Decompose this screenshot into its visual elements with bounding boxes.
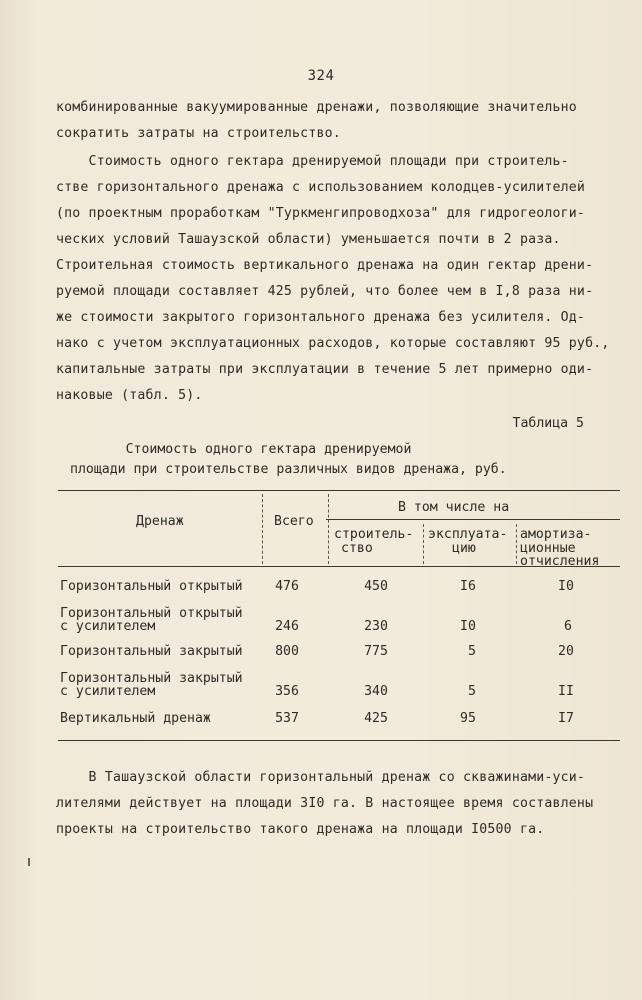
row-4-name-line-1: Горизонтальный закрытый <box>60 671 243 686</box>
table-title-line-2: площади при строительстве различных видов дренажа, руб. <box>70 462 507 477</box>
paragraph-1-line-1: комбинированные вакуумированные дренажи, позволяющие значительно <box>56 100 577 115</box>
paragraph-2-line-7: же стоимости закрытого горизонтального дренажа без усилителя. Од- <box>56 310 586 325</box>
row-4-name-line-2: с усилителем <box>60 684 156 699</box>
paragraph-3-line-2: лителями действует на площади 3I0 га. В настоящее время составлены <box>56 796 594 811</box>
row-1-name: Горизонтальный открытый <box>60 579 243 594</box>
paragraph-2-line-10: наковые (табл. 5). <box>56 388 203 403</box>
header-including: В том числе на <box>398 500 510 515</box>
header-construction-line-2: ство <box>341 541 373 556</box>
column-separator-total <box>262 494 263 564</box>
column-separator-amortization <box>516 524 517 564</box>
row-3-operation: 5 <box>468 644 476 659</box>
row-1-operation: I6 <box>460 579 476 594</box>
row-1-total: 476 <box>275 579 299 594</box>
row-4-amortization: II <box>558 684 574 699</box>
paragraph-3-line-3: проекты на строительство такого дренажа на площади I0500 га. <box>56 822 545 837</box>
paragraph-2-line-4: ческих условий Ташаузской области) уменьшается почти в 2 раза. <box>56 232 561 247</box>
paragraph-2-line-1: Стоимость одного гектара дренируемой площади при строитель- <box>56 154 569 169</box>
column-separator-operation <box>423 524 424 564</box>
header-drainage: Дренаж <box>136 514 184 529</box>
table-top-rule <box>58 490 620 491</box>
row-2-construction: 230 <box>364 619 388 634</box>
row-5-name: Вертикальный дренаж <box>60 711 211 726</box>
header-total: Всего <box>274 514 314 529</box>
row-4-construction: 340 <box>364 684 388 699</box>
paragraph-3-line-1: В Ташаузской области горизонтальный дренаж со скважинами-уси- <box>56 770 586 785</box>
paragraph-2-line-6: руемой площади составляет 425 рублей, что более чем в I,8 раза ни- <box>56 284 594 299</box>
header-amortization-line-3: отчисления <box>520 554 600 569</box>
row-5-construction: 425 <box>364 711 388 726</box>
row-3-amortization: 20 <box>558 644 574 659</box>
column-separator-including <box>328 494 329 564</box>
row-2-amortization: 6 <box>564 619 572 634</box>
row-3-construction: 775 <box>364 644 388 659</box>
row-4-total: 356 <box>275 684 299 699</box>
row-5-amortization: I7 <box>558 711 574 726</box>
table-subheader-rule <box>326 519 620 520</box>
header-operation-line-2: цию <box>452 541 476 556</box>
paragraph-1-line-2: сократить затраты на строительство. <box>56 126 341 141</box>
row-4-operation: 5 <box>468 684 476 699</box>
row-2-total: 246 <box>275 619 299 634</box>
header-operation-line-1: эксплуата- <box>428 527 508 542</box>
row-5-total: 537 <box>275 711 299 726</box>
margin-mark <box>28 858 30 866</box>
paragraph-2-line-8: нако с учетом эксплуатационных расходов, которые составляют 95 руб., <box>56 336 610 351</box>
row-3-name: Горизонтальный закрытый <box>60 644 243 659</box>
table-bottom-rule <box>58 740 620 741</box>
row-2-operation: I0 <box>460 619 476 634</box>
row-1-amortization: I0 <box>558 579 574 594</box>
row-5-operation: 95 <box>460 711 476 726</box>
row-2-name-line-2: с усилителем <box>60 619 156 634</box>
table-title-line-1: Стоимость одного гектара дренируемой <box>70 442 412 457</box>
row-2-name-line-1: Горизонтальный открытый <box>60 606 243 621</box>
paragraph-2-line-5: Строительная стоимость вертикального дренажа на один гектар дрени- <box>56 258 594 273</box>
header-construction-line-1: строитель- <box>334 527 414 542</box>
header-amortization-line-2: ционные <box>520 541 576 556</box>
header-amortization-line-1: амортиза- <box>520 527 592 542</box>
row-1-construction: 450 <box>364 579 388 594</box>
paragraph-2-line-2: стве горизонтального дренажа с использованием колодцев-усилителей <box>56 180 586 195</box>
table-label: Таблица 5 <box>512 416 584 431</box>
row-3-total: 800 <box>275 644 299 659</box>
paragraph-2-line-9: капитальные затраты при эксплуатации в течение 5 лет примерно оди- <box>56 362 594 377</box>
page-number: 324 <box>307 68 335 84</box>
paragraph-2-line-3: (по проектным проработкам "Туркменгипроводхоза" для гидрогеологи- <box>56 206 586 221</box>
